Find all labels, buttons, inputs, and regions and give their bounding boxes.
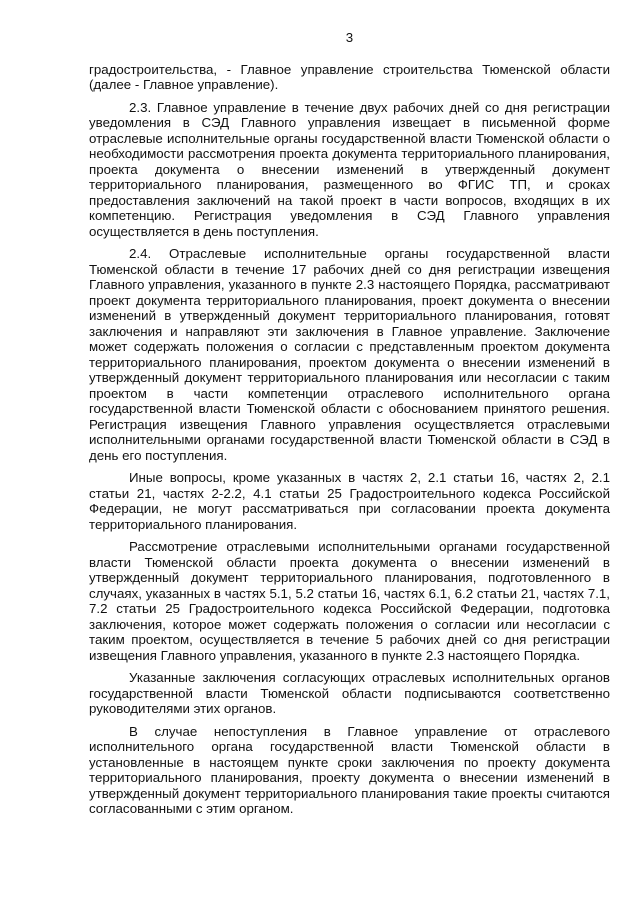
paragraph-continuation: градостроительства, - Главное управление строительства Тюменской области (далее - Главное управление).: [89, 61, 610, 92]
paragraph-2-3: 2.3. Главное управление в течение двух рабочих дней со дня регистрации уведомления в СЭД Главного управления извещает в письменной форме отраслевые исполнительные органы государственной власти Тюменской области о необходимости рассмотрения проекта документа территориального планирования, проекта документа о внесении изменений в утвержденный документ территориального планирования, размещенного во ФГИС ТП, и сроках предоставления заключений на такой проект в части вопросов, входящих в их компетенцию. Регистрация уведомления в СЭД Главного управления осуществляется в день поступления.: [89, 99, 610, 239]
paragraph-review-amendments: Рассмотрение отраслевыми исполнительными органами государственной власти Тюменской области проекта документа о внесении изменений в утвержденный документ территориального планирования, подготовленного в случаях, указанных в частях 5.1, 5.2 статьи 16, частях 6.1, 6.2 статьи 21, частях 7.1, 7.2 статьи 25 Градостроительного кодекса Российской Федерации, подготовка заключения, которое может содержать положения о согласии или несогласии с таким проектом, осуществляется в течение 5 рабочих дней со дня регистрации извещения Главного управления, указанного в пункте 2.3 настоящего Порядка.: [89, 539, 610, 663]
page-number: 3: [345, 30, 354, 45]
paragraph-non-receipt: В случае непоступления в Главное управление от отраслевого исполнительного органа государственной власти Тюменской области в установленные в настоящем пункте сроки заключения по проекту документа территориального планирования, проекту документа о внесении изменений в утвержденный документ территориального планирования такие проекты считаются согласованными с этим органом.: [89, 723, 610, 816]
paragraph-other-questions: Иные вопросы, кроме указанных в частях 2, 2.1 статьи 16, частях 2, 2.1 статьи 21, частях 2-2.2, 4.1 статьи 25 Градостроительного кодекса Российской Федерации, не могут рассматриваться при согласовании проекта документа территориального планирования.: [89, 470, 610, 532]
paragraph-2-4: 2.4. Отраслевые исполнительные органы государственной власти Тюменской области в течение 17 рабочих дней со дня регистрации извещения Главного управления, указанного в пункте 2.3 настоящего Порядка, рассматривают проект документа территориального планирования, проект документа о внесении изменений в утвержденный документ территориального планирования, готовят заключения и направляют эти заключения в Главное управление. Заключение может содержать положения о согласии с представленным проектом документа территориального планирования, проектом документа о внесении изменений в утвержденный документ территориального планирования или несогласии с таким проектом в части компетенции отраслевого исполнительного органа государственной власти Тюменской области с обоснованием принятого решения. Регистрация извещения Главного управления осуществляется отраслевыми исполнительными органами государственной власти Тюменской области в СЭД в день его поступления.: [89, 246, 610, 463]
paragraph-signing: Указанные заключения согласующих отраслевых исполнительных органов государственной власти Тюменской области подписываются соответственно руководителями этих органов.: [89, 670, 610, 716]
